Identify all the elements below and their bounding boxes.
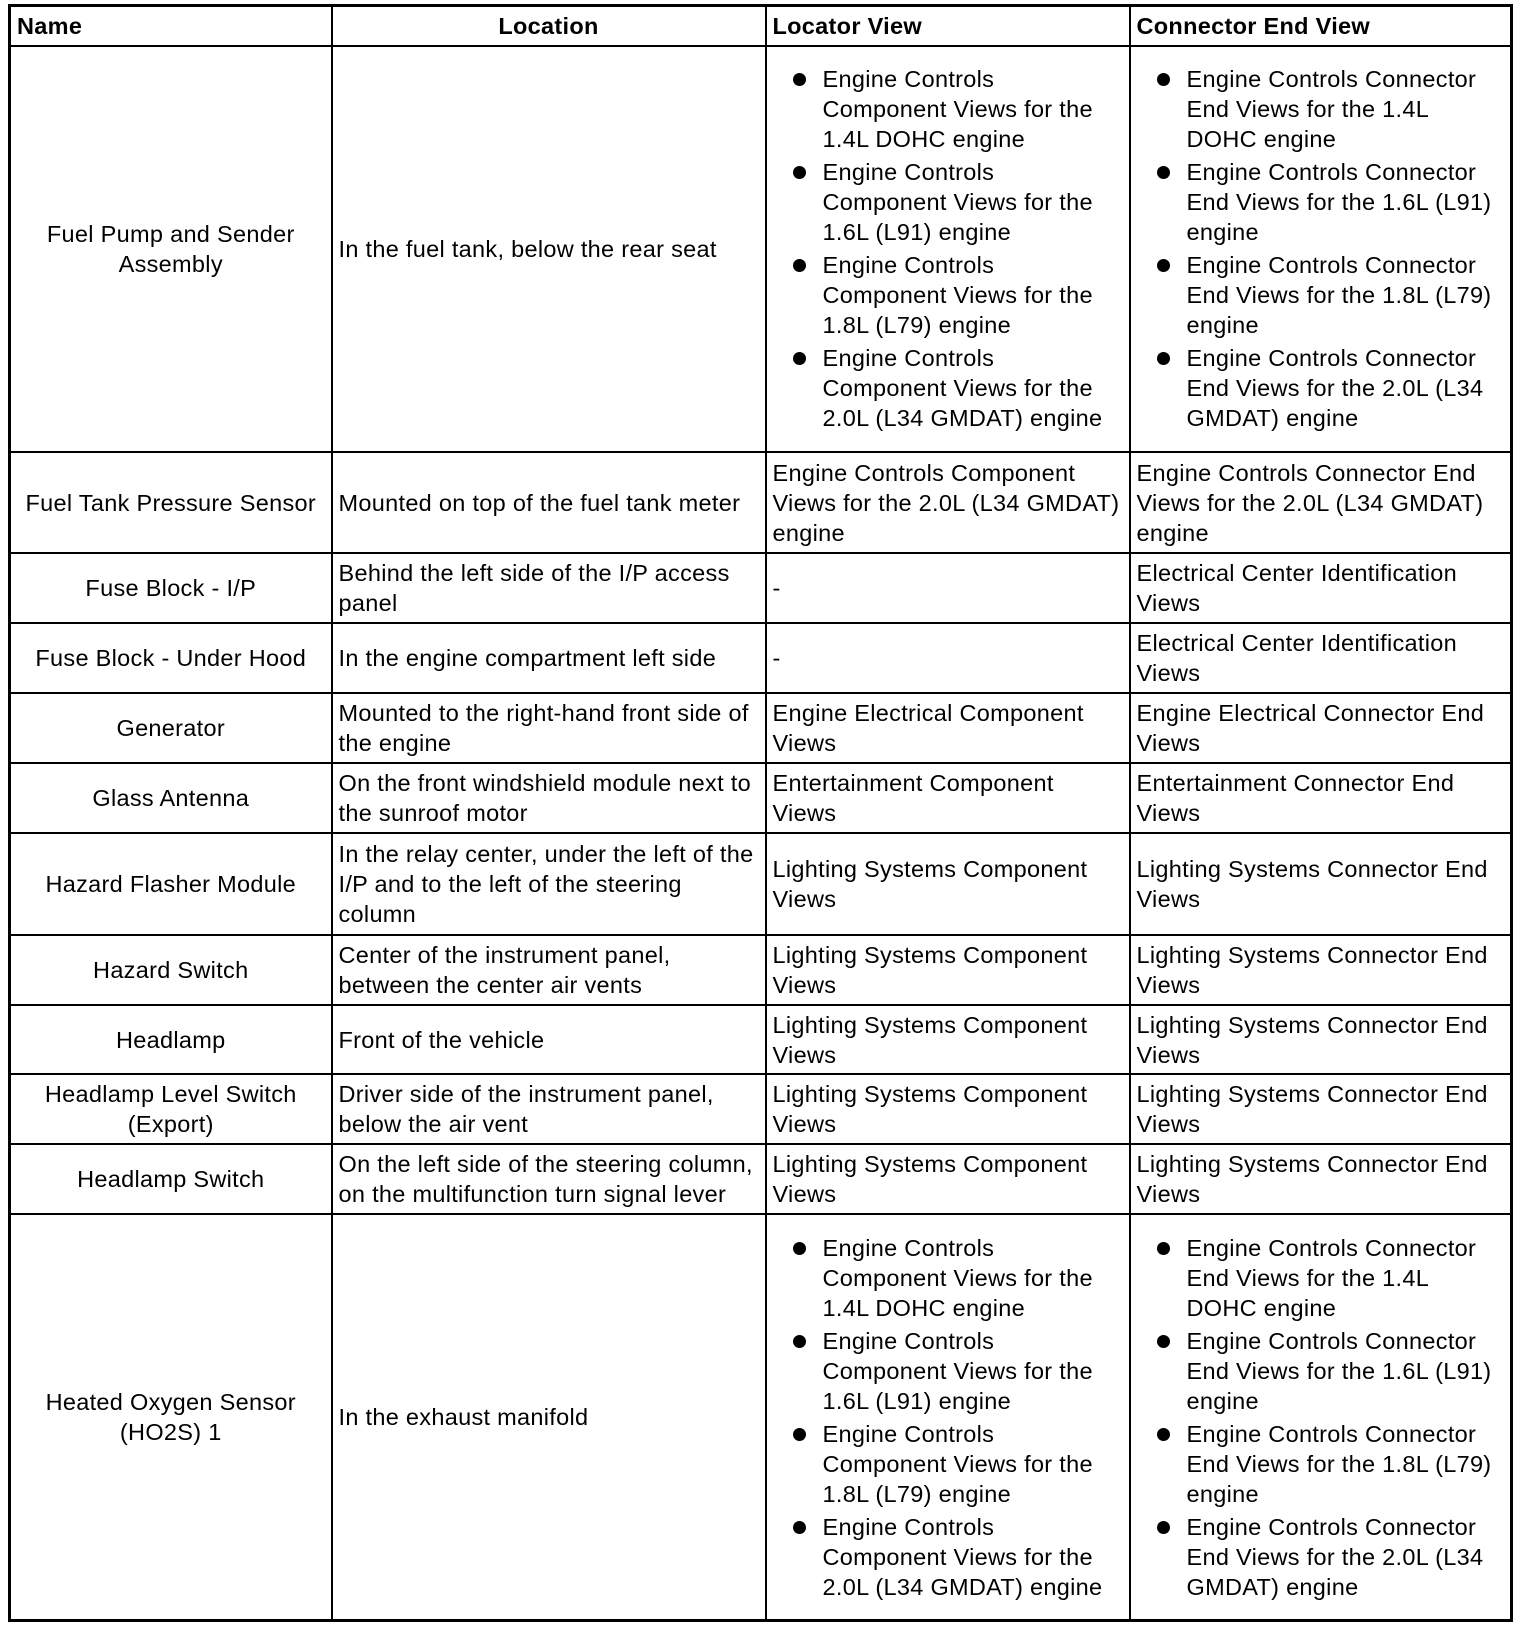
table-row xyxy=(10,1144,1512,1214)
locator-view: - xyxy=(766,553,1130,623)
component-location: On the left side of the steering column, on the multifunction turn signal lever xyxy=(332,1144,766,1214)
locator-view: Lighting Systems Component Views xyxy=(766,1005,1130,1075)
component-name: Generator xyxy=(10,693,332,763)
table-row xyxy=(10,553,1512,623)
component-name: Fuel Pump and Sender Assembly xyxy=(10,46,332,452)
locator-view-item: Engine Controls Component Views for the 1.6L (L91) engine xyxy=(773,1326,1123,1416)
table-row xyxy=(10,452,1512,554)
component-locator-table xyxy=(8,4,1513,1622)
component-location: Mounted to the right-hand front side of the engine xyxy=(332,693,766,763)
locator-view: Lighting Systems Component Views xyxy=(766,1074,1130,1144)
component-name: Heated Oxygen Sensor (HO2S) 1 xyxy=(10,1214,332,1620)
header-locator-view: Locator View xyxy=(766,6,1130,47)
locator-view: Entertainment Component Views xyxy=(766,763,1130,833)
component-name: Headlamp Level Switch (Export) xyxy=(10,1074,332,1144)
locator-view-item: Engine Controls Component Views for the 1.4L DOHC engine xyxy=(773,64,1123,154)
component-name: Fuse Block - Under Hood xyxy=(10,623,332,693)
table-row xyxy=(10,46,1512,452)
locator-view-item: Engine Controls Component Views for the 2.0L (L34 GMDAT) engine xyxy=(773,343,1123,433)
component-location: In the exhaust manifold xyxy=(332,1214,766,1620)
header-connector-end-view: Connector End View xyxy=(1130,6,1512,47)
connector-end-view-item: Engine Controls Connector End Views for the 1.6L (L91) engine xyxy=(1137,1326,1505,1416)
component-name: Glass Antenna xyxy=(10,763,332,833)
locator-view: Engine Controls Component Views for the 2.0L (L34 GMDAT) engine xyxy=(766,452,1130,554)
locator-view: Engine Electrical Component Views xyxy=(766,693,1130,763)
component-name: Fuse Block - I/P xyxy=(10,553,332,623)
table-row xyxy=(10,1074,1512,1144)
connector-end-view: Electrical Center Identification Views xyxy=(1130,553,1512,623)
connector-end-view-item: Engine Controls Connector End Views for the 2.0L (L34 GMDAT) engine xyxy=(1137,343,1505,433)
table-row xyxy=(10,1214,1512,1620)
connector-end-view-item: Engine Controls Connector End Views for the 2.0L (L34 GMDAT) engine xyxy=(1137,1512,1505,1602)
component-location: In the fuel tank, below the rear seat xyxy=(332,46,766,452)
component-location: Behind the left side of the I/P access panel xyxy=(332,553,766,623)
connector-end-view: Lighting Systems Connector End Views xyxy=(1130,935,1512,1005)
connector-end-view-item: Engine Controls Connector End Views for the 1.8L (L79) engine xyxy=(1137,1419,1505,1509)
connector-end-view: Engine Electrical Connector End Views xyxy=(1130,693,1512,763)
header-row xyxy=(10,6,1512,47)
connector-end-view-item: Engine Controls Connector End Views for the 1.4L DOHC engine xyxy=(1137,1233,1505,1323)
locator-view-item: Engine Controls Component Views for the 2.0L (L34 GMDAT) engine xyxy=(773,1512,1123,1602)
connector-end-view-item: Engine Controls Connector End Views for the 1.6L (L91) engine xyxy=(1137,157,1505,247)
connector-end-view: Lighting Systems Connector End Views xyxy=(1130,833,1512,935)
locator-view-cell xyxy=(766,46,1130,452)
connector-end-view-item: Engine Controls Connector End Views for the 1.8L (L79) engine xyxy=(1137,250,1505,340)
locator-view: Lighting Systems Component Views xyxy=(766,833,1130,935)
header-name: Name xyxy=(10,6,332,47)
locator-view-item: Engine Controls Component Views for the 1.4L DOHC engine xyxy=(773,1233,1123,1323)
locator-view-cell xyxy=(766,1214,1130,1620)
locator-view-item: Engine Controls Component Views for the 1.8L (L79) engine xyxy=(773,1419,1123,1509)
connector-end-view: Lighting Systems Connector End Views xyxy=(1130,1074,1512,1144)
table-row xyxy=(10,623,1512,693)
connector-end-view: Engine Controls Connector End Views for the 2.0L (L34 GMDAT) engine xyxy=(1130,452,1512,554)
connector-end-view: Electrical Center Identification Views xyxy=(1130,623,1512,693)
connector-end-view: Lighting Systems Connector End Views xyxy=(1130,1005,1512,1075)
connector-end-view-item: Engine Controls Connector End Views for the 1.4L DOHC engine xyxy=(1137,64,1505,154)
component-location: Front of the vehicle xyxy=(332,1005,766,1075)
table-row xyxy=(10,833,1512,935)
component-location: In the engine compartment left side xyxy=(332,623,766,693)
connector-end-view-cell xyxy=(1130,46,1512,452)
table-row xyxy=(10,763,1512,833)
table-row xyxy=(10,935,1512,1005)
component-name: Headlamp xyxy=(10,1005,332,1075)
component-location: In the relay center, under the left of the I/P and to the left of the steering column xyxy=(332,833,766,935)
header-location: Location xyxy=(332,6,766,47)
connector-end-view: Lighting Systems Connector End Views xyxy=(1130,1144,1512,1214)
table-row xyxy=(10,693,1512,763)
locator-view: Lighting Systems Component Views xyxy=(766,935,1130,1005)
component-name: Fuel Tank Pressure Sensor xyxy=(10,452,332,554)
component-location: On the front windshield module next to the sunroof motor xyxy=(332,763,766,833)
locator-view: - xyxy=(766,623,1130,693)
locator-view-item: Engine Controls Component Views for the 1.6L (L91) engine xyxy=(773,157,1123,247)
component-location: Driver side of the instrument panel, below the air vent xyxy=(332,1074,766,1144)
component-name: Hazard Switch xyxy=(10,935,332,1005)
component-name: Headlamp Switch xyxy=(10,1144,332,1214)
component-location: Center of the instrument panel, between the center air vents xyxy=(332,935,766,1005)
locator-view: Lighting Systems Component Views xyxy=(766,1144,1130,1214)
table-row xyxy=(10,1005,1512,1075)
connector-end-view-cell xyxy=(1130,1214,1512,1620)
component-name: Hazard Flasher Module xyxy=(10,833,332,935)
connector-end-view: Entertainment Connector End Views xyxy=(1130,763,1512,833)
locator-view-item: Engine Controls Component Views for the 1.8L (L79) engine xyxy=(773,250,1123,340)
component-location: Mounted on top of the fuel tank meter xyxy=(332,452,766,554)
